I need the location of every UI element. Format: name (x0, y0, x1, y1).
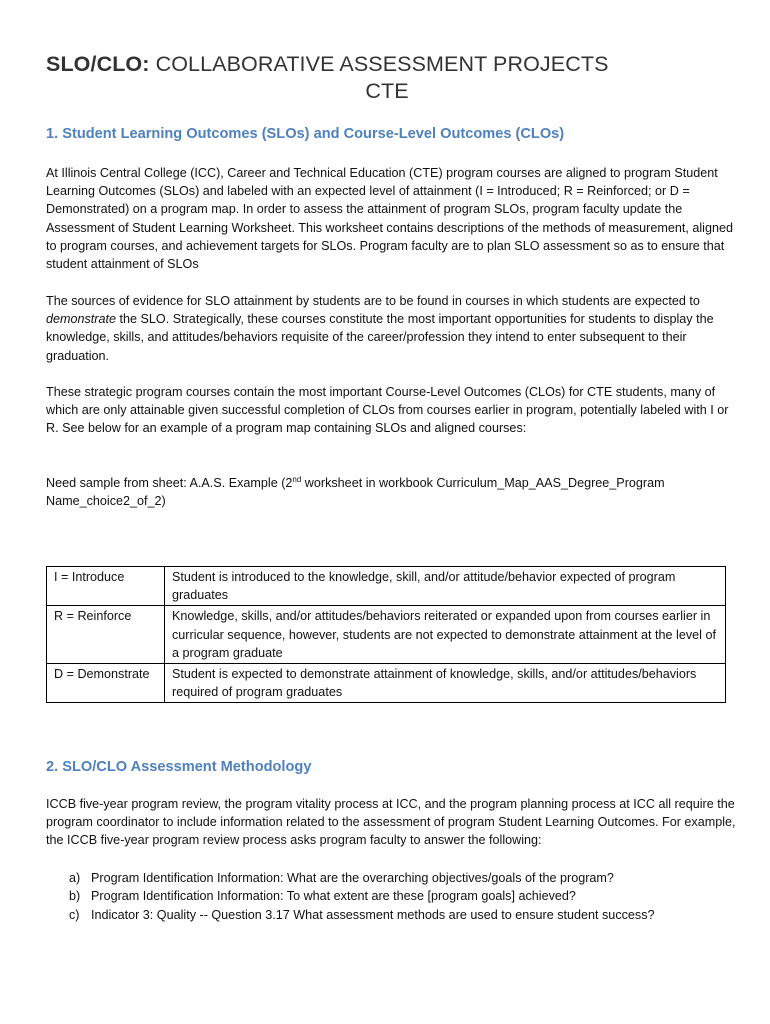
list-item (69, 887, 729, 905)
section2-paragraph-1: ICCB five-year program review, the program vitality process at ICC, and the program planning process at ICC all require the program coordinator to include information related to the assessment of program Student Learning Outcomes. For example, the ICCB five-year program review process asks program faculty to answer the following: (46, 797, 736, 848)
section1-paragraph-2 (46, 292, 736, 365)
level-description: Student is expected to demonstrate attainment of knowledge, skills, and/or attitudes/behaviors required of program graduates (165, 664, 726, 703)
note-text-a: Need sample from sheet: A.A.S. Example (2 (46, 476, 293, 490)
note-superscript: nd (292, 475, 302, 484)
section2-heading: 2. SLO/CLO Assessment Methodology (46, 759, 312, 775)
page-title (46, 51, 706, 105)
list-item-label: c) (69, 907, 80, 922)
list-item (69, 869, 729, 887)
title-bold: SLO/CLO: (46, 52, 150, 76)
section1-heading: 1. Student Learning Outcomes (SLOs) and Course-Level Outcomes (CLOs) (46, 126, 565, 142)
level-key: I = Introduce (47, 567, 165, 606)
p2-text-b: the SLO. Strategically, these courses constitute the most important opportunities for students to display the knowledge, skills, and attitudes/behaviors requisite of the career/profession they intend to enter subsequent to their graduation. (46, 312, 714, 363)
table-row (47, 567, 726, 606)
table-row (47, 606, 726, 664)
list-item (69, 906, 729, 924)
list-item-text: Program Identification Information: To what extent are these [program goals] achieved? (91, 889, 576, 904)
sample-note (46, 474, 686, 510)
question-list (69, 869, 729, 924)
title-line2: CTE (365, 79, 409, 103)
level-description: Student is introduced to the knowledge, skill, and/or attitude/behavior expected of program graduates (165, 567, 726, 606)
level-key: D = Demonstrate (47, 664, 165, 703)
table-row (47, 664, 726, 703)
p2-emphasis: demonstrate (46, 312, 117, 327)
section1-paragraph-3: These strategic program courses contain the most important Course-Level Outcomes (CLOs) for CTE students, many of which are only attainable given successful completion of CLOs from courses earlier in program, potentially labeled with I or R. See below for an example of a program map containing SLOs and aligned courses: (46, 385, 729, 436)
title-rest: COLLABORATIVE ASSESSMENT PROJECTS (149, 52, 609, 76)
level-description: Knowledge, skills, and/or attitudes/behaviors reiterated or expanded upon from courses earlier in curricular sequence, however, students are not expected to demonstrate attainment at the level of a program graduate (165, 606, 726, 664)
level-key: R = Reinforce (47, 606, 165, 664)
list-item-label: a) (69, 871, 81, 885)
section1-paragraph-1: At Illinois Central College (ICC), Career and Technical Education (CTE) program courses are aligned to program Student Learning Outcomes (SLOs) and labeled with an expected level of attainment (I = Introduced; R = Reinforced; or D = Demonstrated) on a program map. In order to assess the attainment of program SLOs, program faculty update the Assessment of Student Learning Worksheet. This worksheet contains descriptions of the methods of measurement, aligned to program courses, and achievement targets for SLOs. Program faculty are to plan SLO assessment so as to ensure that student attainment of SLOs (46, 166, 733, 272)
note-text-b: worksheet in workbook Curriculum_Map_AAS_Degree_Program Name_choice2_of_2) (46, 476, 665, 509)
list-item-label: b) (69, 889, 81, 904)
attainment-levels-table (46, 566, 726, 703)
p2-text-a: The sources of evidence for SLO attainment by students are to be found in courses in which students are expected to (46, 294, 700, 308)
list-item-text: Indicator 3: Quality -- Question 3.17 What assessment methods are used to ensure student success? (91, 907, 655, 922)
list-item-text: Program Identification Information: What are the overarching objectives/goals of the program? (91, 871, 614, 885)
